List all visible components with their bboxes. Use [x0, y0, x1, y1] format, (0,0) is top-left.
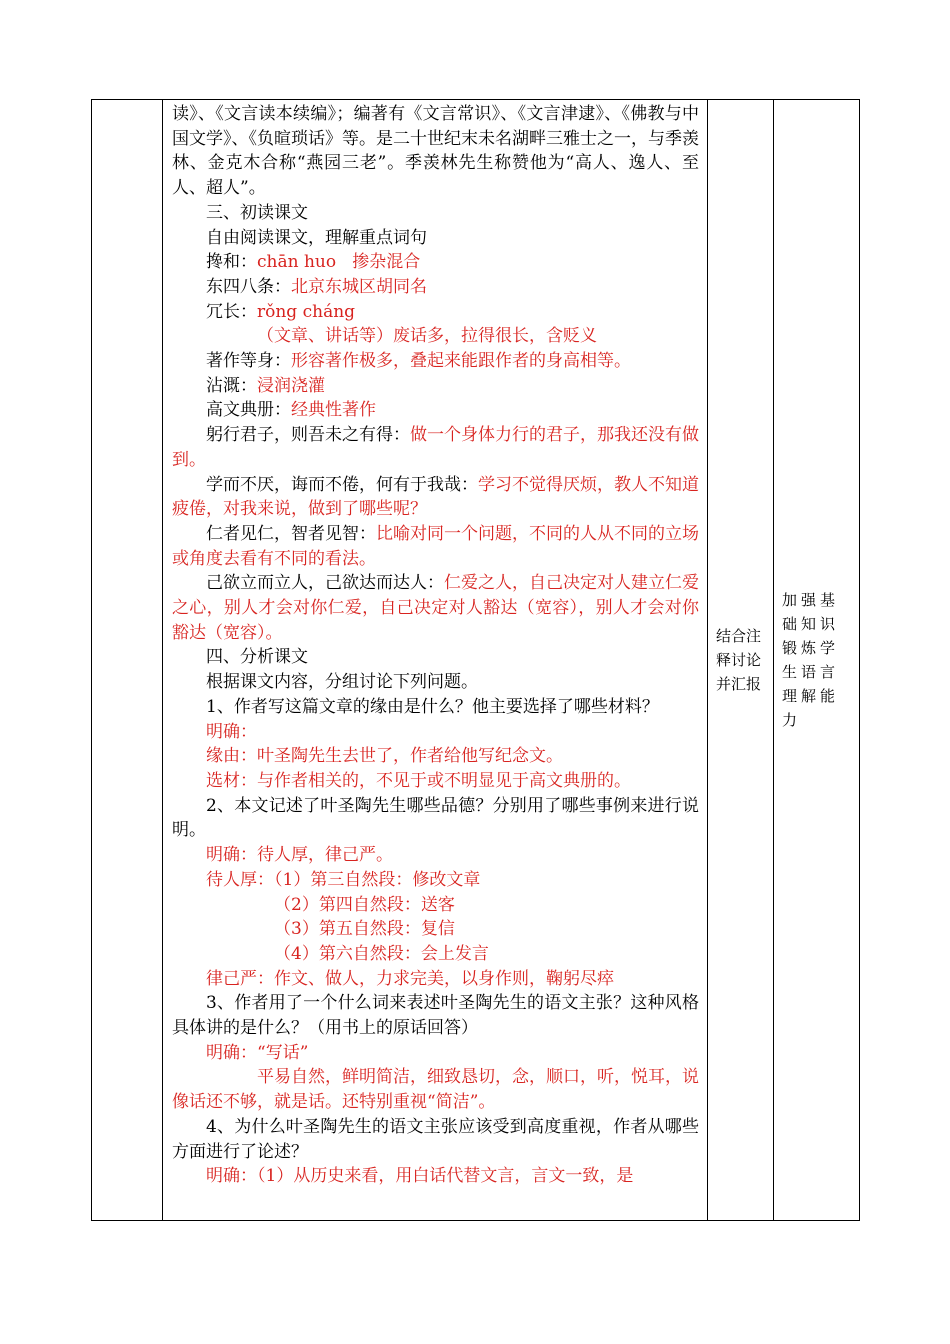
- vocab-item: [172, 349, 699, 374]
- answer-line: 律己严：作文、做人，力求完美，以身作则，鞠躬尽瘁: [206, 968, 614, 989]
- vocab-definition: 比喻对同一个问题，不同的人从不同的立场或角度去看有不同的看法。: [172, 523, 699, 569]
- answer-line: 待人厚：（1）第三自然段：修改文章: [206, 869, 481, 890]
- vocab-term: 仁者见仁，智者见智：: [206, 523, 376, 544]
- vocab-definition: chān huo 掺杂混合: [257, 252, 421, 273]
- answer-label: 明确：“写话”: [206, 1042, 309, 1063]
- vocab-definition: 仁爱之人，自己决定对人建立仁爱之心，别人才会对你仁爱，自己决定对人豁达（宽容），别人才会对你豁达（宽容）。: [172, 573, 699, 643]
- lesson-plan-table: [91, 99, 860, 1221]
- vocab-term: 沾溉：: [206, 375, 257, 396]
- table-row: [92, 100, 860, 1221]
- vocab-term: 搀和：: [206, 252, 257, 273]
- vocab-definition: 做一个身体力行的君子，那我还没有做到。: [172, 425, 699, 470]
- vocab-item: [172, 522, 699, 571]
- vocab-definition: （文章、讲话等）废话多，拉得很长，含贬义: [257, 326, 597, 347]
- vocab-term: 躬行君子，则吾未之有得：: [206, 425, 410, 446]
- section-heading-4: 四、分析课文: [206, 647, 308, 668]
- vocab-term: 学而不厌，诲而不倦，何有于我哉：: [206, 474, 478, 495]
- vocab-definition: 北京东城区胡同名: [291, 276, 427, 297]
- intent-cell: [774, 100, 860, 1221]
- answer-label: 明确：待人厚，律己严。: [206, 845, 393, 866]
- answer-line: （3）第五自然段：复信: [274, 919, 455, 940]
- answer-line: （2）第四自然段：送客: [274, 894, 455, 915]
- answer-line: 明确：（1）从历史来看，用白话代替文言，言文一致，是: [206, 1166, 634, 1187]
- vocab-item: [172, 275, 699, 300]
- vocab-term: 著作等身：: [206, 351, 291, 372]
- vocab-term: 己欲立而立人，己欲达而达人：: [206, 573, 444, 594]
- teaching-content-cell: [163, 100, 708, 1221]
- vocab-term: 高文典册：: [206, 400, 291, 421]
- vocab-item: [172, 423, 699, 472]
- answer-label: 明确：: [206, 721, 257, 742]
- vocab-item: [172, 374, 699, 399]
- design-intent: 加强基础知识锻炼学生语言理解能力: [782, 591, 840, 729]
- vocab-item: [172, 300, 699, 325]
- answer-line: 缘由：叶圣陶先生去世了，作者给他写纪念文。: [206, 746, 563, 767]
- question-3: 3、作者用了一个什么词来表述叶圣陶先生的语文主张？这种风格具体讲的是什么？（用书上的原话回答）: [172, 993, 699, 1039]
- vocab-definition: 浸润浇灌: [257, 375, 325, 396]
- vocab-definition: 经典性著作: [291, 400, 376, 421]
- discussion-instruction: 根据课文内容，分组讨论下列问题。: [206, 672, 478, 693]
- vocab-definition: 形容著作极多，叠起来能跟作者的身高相等。: [291, 351, 631, 372]
- answer-line: 选材：与作者相关的，不见于或不明显见于高文典册的。: [206, 770, 631, 791]
- answer-line: （4）第六自然段：会上发言: [274, 943, 489, 964]
- student-activity: 结合注释讨论并汇报: [716, 627, 762, 693]
- vocab-term: 冗长：: [206, 301, 257, 322]
- author-intro: 读》、《文言读本续编》；编著有《文言常识》、《文言津逮》、《佛教与中国文学》、《负暄琐话》等。是二十世纪末未名湖畔三雅士之一，与季羡林、金克木合称“燕园三老”。季羡林先生称赞他为“高人、逸人、至人、超人”。: [172, 104, 699, 199]
- reading-instruction: 自由阅读课文，理解重点词句: [206, 227, 427, 248]
- vocab-definition: 学习不觉得厌烦，教人不知道疲倦，对我来说，做到了哪些呢？: [172, 474, 699, 520]
- vocab-item: [172, 571, 699, 645]
- answer-line: 平易自然，鲜明简洁，细致恳切，念，顺口，听，悦耳，说像话还不够，就是话。还特别重视“简洁”。: [172, 1067, 699, 1113]
- question-2: 2、本文记述了叶圣陶先生哪些品德？分别用了哪些事例来进行说明。: [172, 795, 699, 841]
- vocab-term: 东四八条：: [206, 276, 291, 297]
- vocab-item: [172, 473, 699, 522]
- vocab-item: [172, 398, 699, 423]
- blank-cell: [92, 100, 163, 1221]
- vocab-pinyin: rǒng cháng: [257, 301, 356, 322]
- section-heading-3: 三、初读课文: [206, 202, 308, 223]
- activity-cell: [708, 100, 774, 1221]
- question-4: 4、为什么叶圣陶先生的语文主张应该受到高度重视，作者从哪些方面进行了论述？: [172, 1116, 699, 1162]
- vocab-item: [172, 250, 699, 275]
- question-1: 1、作者写这篇文章的缘由是什么？他主要选择了哪些材料？: [206, 696, 659, 717]
